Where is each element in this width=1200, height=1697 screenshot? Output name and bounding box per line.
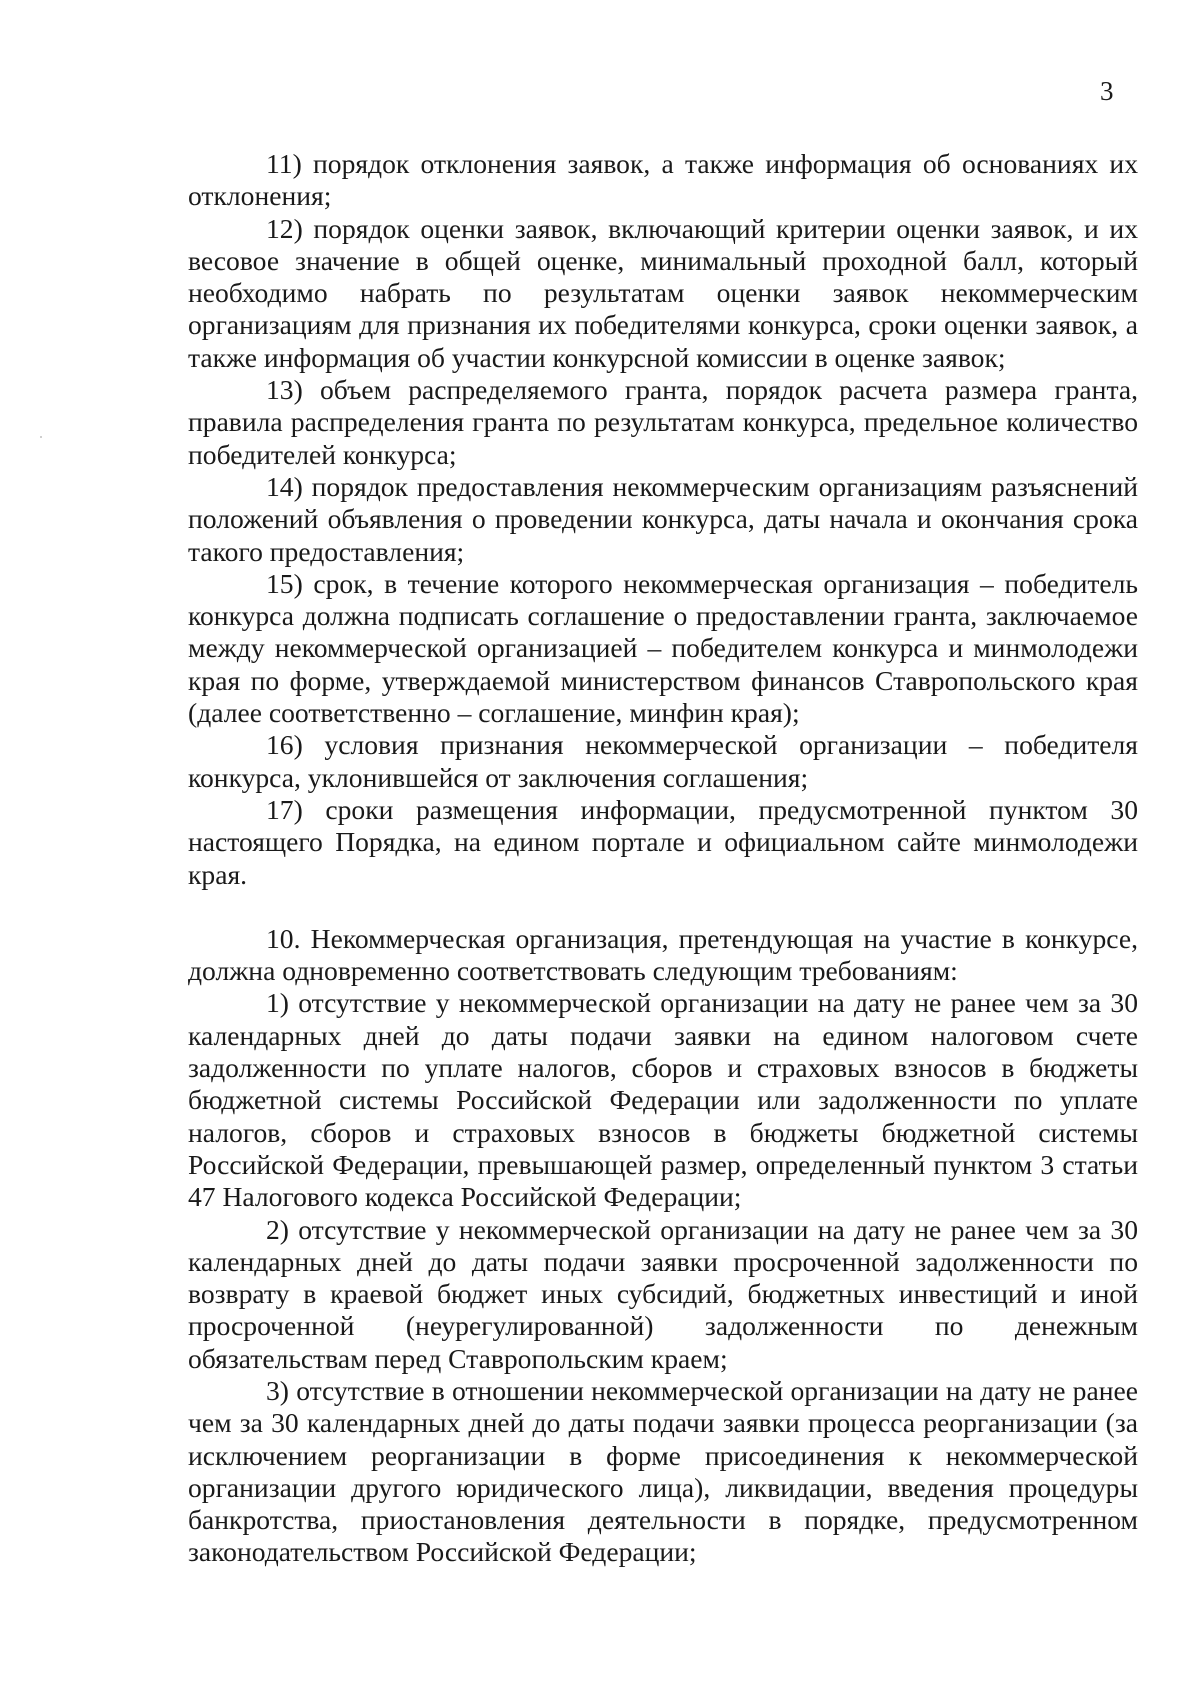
list-item-14: 14) порядок предоставления некоммерческим организациям разъяснений положений объявления о проведении конкурса, даты начала и окончания срока такого предоставления;: [188, 470, 1138, 567]
list-item-12: 12) порядок оценки заявок, включающий критерии оценки заявок, и их весовое значение в общей оценке, минимальный проходной балл, который необходимо набрать по результатам оценки заявок некоммерческим организациям для признания их победителями конкурса, сроки оценки заявок, а также информация об участии конкурсной комиссии в оценке заявок;: [188, 212, 1138, 373]
requirement-2: 2) отсутствие у некоммерческой организации на дату не ранее чем за 30 календарных дней до даты подачи заявки просроченной задолженности по возврату в краевой бюджет иных субсидий, бюджетных инвестиций и иной просроченной (неурегулированной) задолженности по денежным обязательствам перед Ставропольским краем;: [188, 1213, 1138, 1374]
list-item-11: 11) порядок отклонения заявок, а также информация об основаниях их отклонения;: [188, 148, 1138, 212]
list-item-16: 16) условия признания некоммерческой организации – победителя конкурса, уклонившейся от заключения соглашения;: [188, 729, 1138, 793]
list-item-15: 15) срок, в течение которого некоммерческая организация – победитель конкурса должна подписать соглашение о предоставлении гранта, заключаемое между некоммерческой организацией – победителем конкурса и минмолодежи края по форме, утверждаемой министерством финансов Ставропольского края (далее соответственно – соглашение, минфин края);: [188, 567, 1138, 729]
list-item-13: 13) объем распределяемого гранта, порядок расчета размера гранта, правила распределения гранта по результатам конкурса, предельное количество победителей конкурса;: [188, 374, 1138, 470]
list-item-17: 17) сроки размещения информации, предусмотренной пунктом 30 настоящего Порядка, на едином портале и официальном сайте минмолодежи края.: [188, 793, 1138, 890]
page-number: 3: [1100, 76, 1114, 106]
document-body: [188, 148, 1138, 1569]
requirement-3: 3) отсутствие в отношении некоммерческой организации на дату не ранее чем за 30 календарных дней до даты подачи заявки процесса реорганизации (за исключением реорганизации в форме присоединения к некоммерческой организации другого юридического лица), ликвидации, введения процедуры банкротства, приостановления деятельности в порядке, предусмотренном законодательством Российской Федерации;: [188, 1374, 1138, 1568]
section-10-intro: 10. Некоммерческая организация, претендующая на участие в конкурсе, должна одновременно соответствовать следующим требованиям:: [188, 922, 1138, 987]
requirement-1: 1) отсутствие у некоммерческой организации на дату не ранее чем за 30 календарных дней до даты подачи заявки на едином налоговом счете задолженности по уплате налогов, сборов и страховых взносов в бюджеты бюджетной системы Российской Федерации или задолженности по уплате налогов, сборов и страховых взносов в бюджеты бюджетной системы Российской Федерации, превышающей размер, определенный пунктом 3 статьи 47 Налогового кодекса Российской Федерации;: [188, 987, 1138, 1213]
scan-speck: [40, 436, 42, 438]
